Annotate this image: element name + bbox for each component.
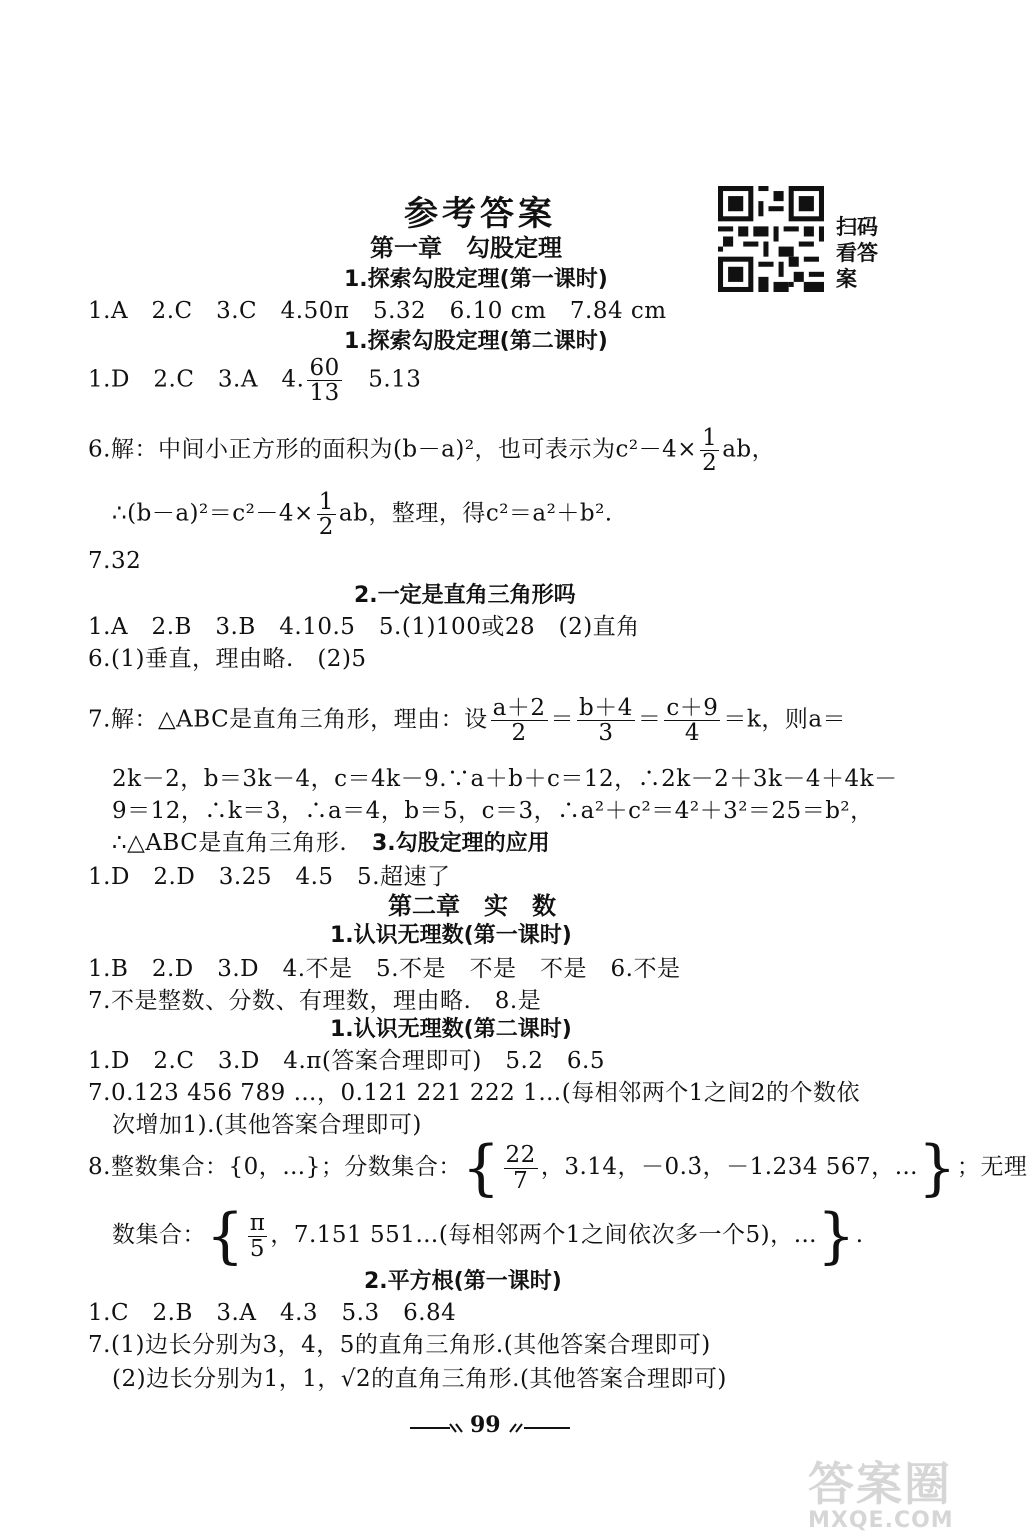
fraction (504, 1143, 538, 1192)
answer-line: 1.D 2.C 3.D 4.π(答案合理即可) 5.2 6.5 (88, 1048, 605, 1074)
fraction (491, 696, 548, 745)
fraction-numerator: 60 (309, 355, 340, 381)
answer-line: 2k－2，b＝3k－4，c＝4k－9.∵a＋b＋c＝12，∴2k－2＋3k－4＋4k－ (112, 766, 898, 792)
answer-line: 6.(1)垂直，理由略. (2)5 (88, 646, 367, 672)
fraction-numerator: 1 (318, 489, 334, 515)
answer-line: 次增加1).(其他答案合理即可) (112, 1112, 422, 1138)
answer-text: . (855, 1222, 864, 1248)
page-title: 参考答案 (404, 194, 556, 234)
answer-text: ab，整理，得c²＝a²＋b². (338, 500, 613, 527)
section-heading: 1.探索勾股定理(第二课时) (344, 329, 608, 354)
qr-code-icon (718, 186, 824, 292)
fraction (307, 356, 341, 405)
page-number: 99 (470, 1412, 501, 1438)
answer-line: 7.0.123 456 789 …，0.121 221 222 1…(每相邻两个1之间2的个数依 (88, 1080, 860, 1106)
fraction (577, 696, 635, 745)
answer-text: 8.整数集合：{0，…}；分数集合： (88, 1154, 462, 1180)
qr-caption (836, 214, 896, 292)
answer-line: 1.B 2.D 3.D 4.不是 5.不是 不是 不是 6.不是 (88, 956, 681, 982)
answer-text: ＝k，则a＝ (723, 706, 847, 733)
answer-line (88, 356, 421, 405)
watermark-url: MXQE.COM (808, 1508, 954, 1533)
answer-line (88, 426, 775, 475)
answer-line: 1.C 2.B 3.A 4.3 5.3 6.84 (88, 1300, 457, 1326)
section-heading: 3.勾股定理的应用 (372, 831, 550, 856)
fraction-denominator: 3 (598, 720, 614, 747)
page-ornament-right-icon (508, 1420, 574, 1436)
answer-text: 数集合： (112, 1222, 206, 1248)
answer-text: 7.解：△ABC是直角三角形，理由：设 (88, 706, 488, 733)
brace-left: { (461, 1133, 501, 1203)
answer-line (112, 1201, 864, 1271)
qr-caption-line1: 扫码 (836, 215, 878, 239)
answer-line: 7.32 (88, 548, 142, 574)
answer-line (88, 1133, 1027, 1203)
answer-text: ，3.14，－0.3̇，－1.234 567，… (540, 1154, 919, 1180)
fraction-denominator: 2 (511, 720, 527, 747)
fraction-numerator: c＋9 (666, 695, 719, 721)
answer-line: 7.解：△ABC是直角三角形，理由：设 $\frac{a+2}{2}$ ＝ $\frac{b+4}{3}$ ＝ $\frac{c+9}{4}$ ＝k，则a＝ (88, 695, 847, 747)
fraction (317, 490, 336, 539)
chapter-1-heading: 第一章 勾股定理 (370, 233, 562, 262)
fraction-denominator: 2 (702, 450, 718, 477)
chapter-2-heading: 第二章 实 数 (388, 891, 556, 920)
answer-text: ∴(b－a)²＝c²－4× (112, 500, 314, 527)
answer-line: 1.A 2.C 3.C 4.50π 5.32 6.10 cm 7.84 cm (88, 298, 667, 324)
answer-text: 5.13 (368, 366, 422, 393)
answer-text: 1.D 2.C 3.A 4. (88, 366, 305, 393)
fraction-denominator: 5 (249, 1235, 266, 1262)
section-heading: 2.平方根(第一课时) (364, 1269, 562, 1294)
fraction-numerator: b＋4 (579, 695, 633, 721)
answer-text: ab， (722, 436, 776, 463)
fraction (248, 1211, 268, 1260)
brace-right: } (918, 1133, 957, 1203)
watermark-text: 答案圈 (808, 1457, 952, 1511)
answer-line (112, 490, 613, 539)
fraction-numerator: 1 (702, 425, 718, 451)
brace-right: } (817, 1201, 856, 1271)
fraction-numerator: 22 (505, 1142, 536, 1169)
answer-text: 6.解：中间小正方形的面积为(b－a)²，也可表示为c²－4× (88, 436, 698, 463)
answer-line: 1.A 2.B 3.B 4.10.5 5.(1)100或28 (2)直角 (88, 614, 640, 640)
fraction-numerator: a＋2 (492, 695, 546, 721)
brace-left: { (206, 1201, 245, 1271)
fraction (700, 426, 719, 475)
answer-line: 7.(1)边长分别为3，4，5的直角三角形.(其他答案合理即可) (88, 1332, 711, 1358)
answer-line: (2)边长分别为1，1，√2的直角三角形.(其他答案合理即可) (112, 1366, 727, 1392)
section-heading: 1.认识无理数(第二课时) (330, 1017, 572, 1042)
answer-line: ∴△ABC是直角三角形. (112, 830, 348, 856)
fraction-numerator: π (249, 1210, 266, 1237)
fraction-denominator: 7 (513, 1167, 529, 1194)
answer-line: 9＝12，∴k＝3，∴a＝4，b＝5，c＝3，∴a²＋c²＝4²＋3²＝25＝b²， (112, 798, 874, 824)
watermark (808, 1448, 978, 1533)
answer-text: ；无理 (956, 1154, 1027, 1180)
section-heading: 2.一定是直角三角形吗 (354, 583, 576, 608)
answer-text: ，7.151 551…(每相邻两个1之间依次多一个5)，… (270, 1222, 818, 1248)
answer-line: 1.D 2.D 3.25 4.5 5.超速了 (88, 864, 451, 890)
qr-caption-line2: 看答案 (836, 241, 878, 291)
fraction-denominator: 4 (684, 720, 700, 747)
fraction-denominator: 13 (309, 380, 340, 407)
section-heading: 1.认识无理数(第一课时) (330, 923, 572, 948)
answer-line: 7.不是整数、分数、有理数，理由略. 8.是 (88, 988, 542, 1014)
page-ornament-left-icon (410, 1420, 466, 1436)
fraction-denominator: 2 (318, 514, 334, 541)
fraction (664, 696, 720, 745)
section-heading: 1.探索勾股定理(第一课时) (344, 267, 608, 292)
